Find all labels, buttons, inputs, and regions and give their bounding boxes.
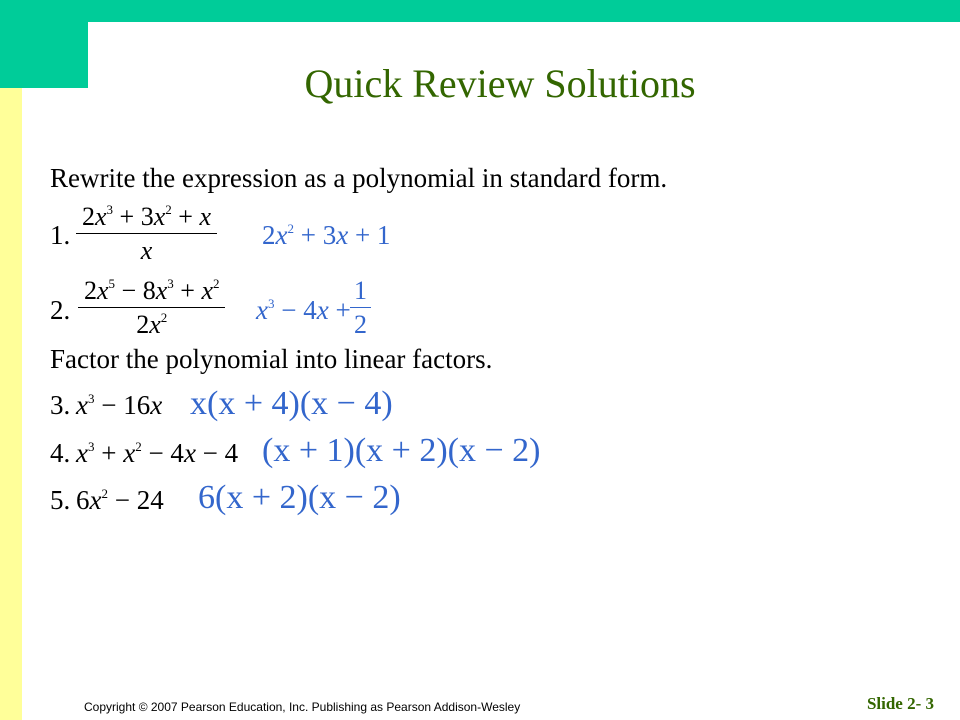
left-accent-band [0, 88, 22, 720]
problem-2-answer-fraction: 1 2 [350, 278, 371, 338]
problem-4-answer: (x + 1)(x + 2)(x − 2) [262, 432, 541, 469]
copyright-footer: Copyright © 2007 Pearson Education, Inc. Publishing as Pearson Addison-Wesley [84, 700, 521, 714]
problem-1-answer: $2x^2 + 3x + 1$ [262, 220, 391, 250]
top-accent-band [0, 0, 960, 22]
problem-2-answer: $x^3 - 4x$ + [256, 295, 351, 325]
problem-3-expression: $x^3 - 16x$ [76, 390, 163, 420]
problem-2-fraction: $2x^5 - 8x^3 + x^2$ $2x^2$ [78, 278, 225, 338]
instruction-rewrite: Rewrite the expression as a polynomial in standard form. [50, 163, 668, 193]
problem-3-number: 3. [50, 390, 71, 420]
problem-2-number: 2. [50, 295, 71, 325]
problem-3-answer: x(x + 4)(x − 4) [190, 385, 393, 422]
problem-5-answer: 6(x + 2)(x − 2) [198, 479, 401, 516]
problem-1-fraction: $2x^3 + 3x^2 + x$ x [76, 204, 217, 264]
problem-5-number: 5. [50, 485, 71, 515]
problem-1-number: 1. [50, 220, 71, 250]
slide-number: Slide 2- 3 [866, 694, 934, 713]
problem-4-expression: $x^3 + x^2 - 4x - 4$ [76, 438, 239, 468]
problem-5-expression: $6x^2 - 24$ [76, 485, 164, 515]
slide-title: Quick Review Solutions [304, 61, 696, 106]
instruction-factor: Factor the polynomial into linear factors. [50, 344, 493, 374]
problem-4-number: 4. [50, 438, 71, 468]
